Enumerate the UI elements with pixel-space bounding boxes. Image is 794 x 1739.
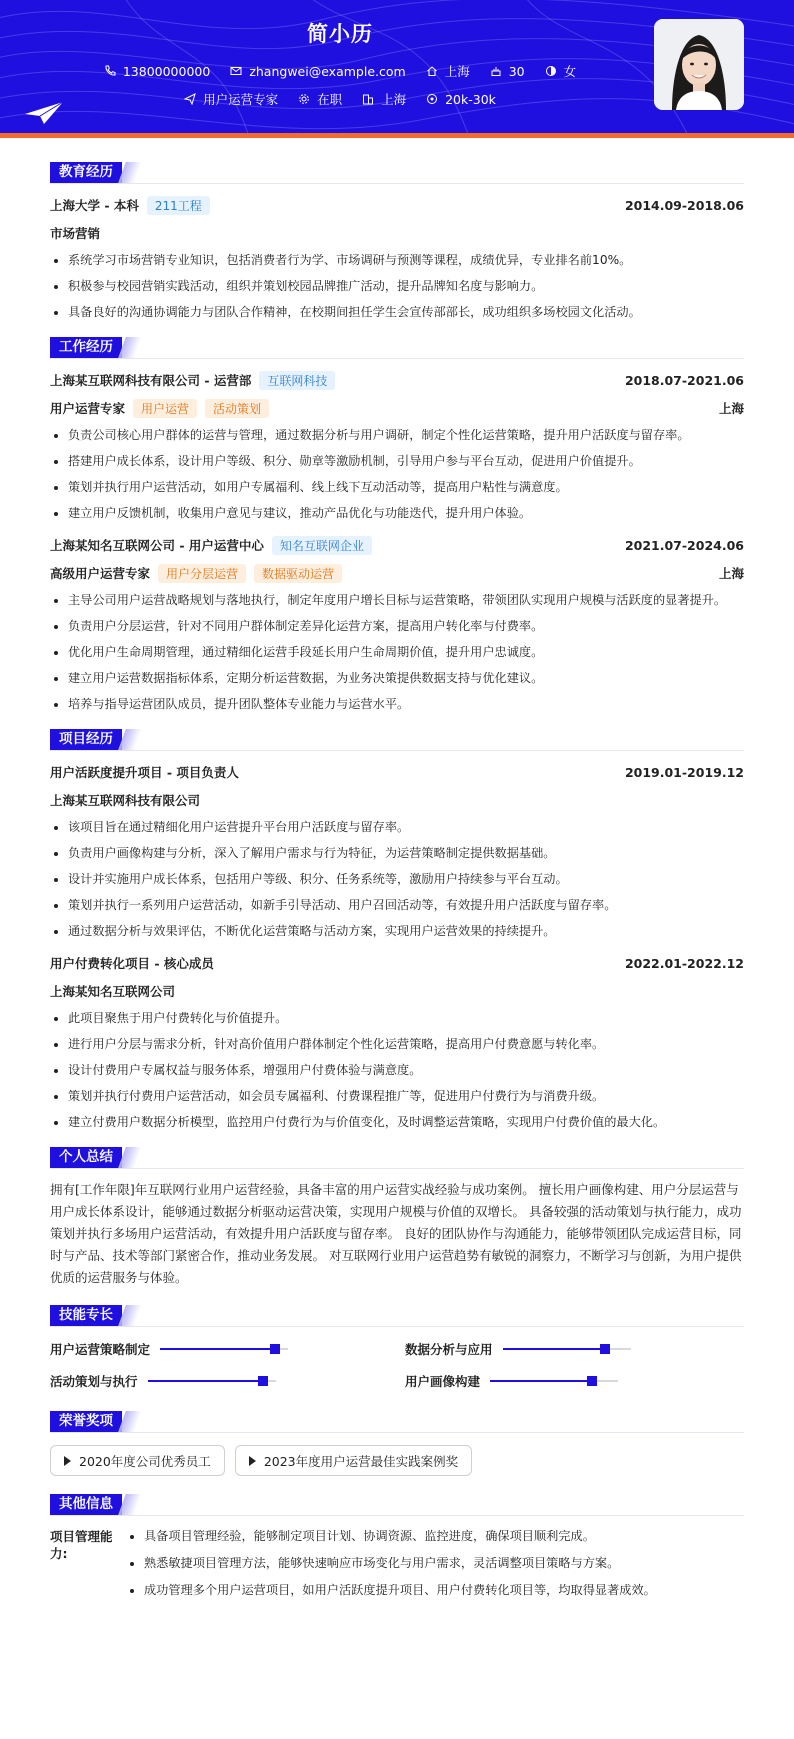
company-name: 上海某互联网科技有限公司 - 运营部 xyxy=(50,373,252,388)
skill-label: 数据分析与应用 xyxy=(405,1342,493,1357)
list-item: 此项目聚焦于用户付费转化与价值提升。 xyxy=(50,1010,744,1027)
list-item: 优化用户生命周期管理，通过精细化运营手段延长用户生命周期价值，提升用户忠诚度。 xyxy=(50,644,744,661)
skill-bar xyxy=(490,1380,618,1382)
list-item: 成功管理多个用户运营项目，如用户活跃度提升项目、用户付费转化项目等，均取得显著成效。 xyxy=(126,1582,744,1599)
building-icon xyxy=(362,93,374,105)
work-entry xyxy=(50,371,744,522)
skills-title: 技能专长 xyxy=(50,1305,122,1326)
list-item: 建立用户运营数据指标体系，定期分析运营数据，为业务决策提供数据支持与优化建议。 xyxy=(50,670,744,687)
target-city-text: 上海 xyxy=(381,92,407,107)
education-bullets xyxy=(50,252,744,321)
list-item: 系统学习市场营销专业知识，包括消费者行为学、市场调研与预测等课程，成绩优异，专业排名前10%。 xyxy=(50,252,744,269)
awards-section xyxy=(50,1409,744,1476)
industry-tag: 知名互联网企业 xyxy=(272,536,372,555)
coin-icon xyxy=(426,93,438,105)
location-text: 上海 xyxy=(444,64,470,79)
list-item: 培养与指导运营团队成员，提升团队整体专业能力与运营水平。 xyxy=(50,696,744,713)
education-section xyxy=(50,160,744,321)
work-city: 上海 xyxy=(718,566,744,581)
list-item: 设计付费用户专属权益与服务体系，增强用户付费体验与满意度。 xyxy=(50,1062,744,1079)
list-item: 策划并执行一系列用户运营活动，如新手引导活动、用户召回活动等，有效提升用户活跃度与留存率。 xyxy=(50,897,744,914)
work-title: 工作经历 xyxy=(50,337,122,358)
email-info xyxy=(230,62,405,80)
section-heading xyxy=(50,1303,744,1327)
education-period: 2014.09-2018.06 xyxy=(624,197,744,213)
project-bullets xyxy=(50,819,744,940)
triangle-icon xyxy=(249,1456,256,1466)
location-info xyxy=(426,62,470,80)
skill-fill xyxy=(148,1380,263,1382)
list-item: 建立用户反馈机制，收集用户意见与建议，推动产品优化与功能迭代，提升用户体验。 xyxy=(50,505,744,522)
status-text: 在职 xyxy=(317,92,343,107)
skill-knob xyxy=(258,1376,268,1386)
school-tag: 211工程 xyxy=(147,196,210,215)
work-bullets xyxy=(50,592,744,713)
home-icon xyxy=(426,65,438,77)
list-item: 设计并实施用户成长体系，包括用户等级、积分、任务系统等，激励用户持续参与平台互动。 xyxy=(50,871,744,888)
education-title: 教育经历 xyxy=(50,162,122,183)
other-title: 其他信息 xyxy=(50,1494,122,1515)
contact-row xyxy=(0,62,680,80)
send-icon xyxy=(184,93,196,105)
skill-label: 用户运营策略制定 xyxy=(50,1342,151,1357)
other-info xyxy=(50,1528,744,1609)
target-city-info xyxy=(362,90,406,108)
work-period: 2021.07-2024.06 xyxy=(624,537,744,553)
section-heading xyxy=(50,1492,744,1516)
mail-icon xyxy=(230,65,242,77)
list-item: 具备良好的沟通协调能力与团队合作精神，在校期间担任学生会宣传部部长，成功组织多场校园文化活动。 xyxy=(50,304,744,321)
award-label: 2023年度用户运营最佳实践案例奖 xyxy=(263,1453,459,1469)
project-period: 2022.01-2022.12 xyxy=(624,955,744,971)
skill-knob xyxy=(587,1376,597,1386)
company-name: 上海某知名互联网公司 - 用户运营中心 xyxy=(50,538,264,553)
list-item: 负责用户画像构建与分析，深入了解用户需求与行为特征，为运营策略制定提供数据基础。 xyxy=(50,845,744,862)
profile-photo xyxy=(654,19,744,110)
role-tag: 用户分层运营 xyxy=(158,564,246,583)
list-item: 搭建用户成长体系，设计用户等级、积分、勋章等激励机制，引导用户参与平台互动，促进用户价值提升。 xyxy=(50,453,744,470)
skill-item xyxy=(50,1339,405,1359)
skill-label: 活动策划与执行 xyxy=(50,1374,138,1389)
skill-bar xyxy=(160,1348,288,1350)
work-bullets xyxy=(50,427,744,522)
resume-content xyxy=(50,160,744,1623)
skill-knob xyxy=(600,1344,610,1354)
list-item: 通过数据分析与效果评估，不断优化运营策略与活动方案，实现用户运营效果的持续提升。 xyxy=(50,923,744,940)
candidate-name: 简小历 xyxy=(307,22,373,46)
skill-fill xyxy=(160,1348,275,1350)
list-item: 该项目旨在通过精细化用户运营提升平台用户活跃度与留存率。 xyxy=(50,819,744,836)
industry-tag: 互联网科技 xyxy=(259,371,335,390)
list-item: 策划并执行付费用户运营活动，如会员专属福利、付费课程推广等，促进用户付费行为与消费升级。 xyxy=(50,1088,744,1105)
role-name: 用户运营专家 xyxy=(50,401,126,416)
school-name: 上海大学 - 本科 xyxy=(50,198,139,213)
summary-section xyxy=(50,1145,744,1289)
education-entry xyxy=(50,196,744,321)
email-text: zhangwei@example.com xyxy=(249,63,406,79)
project-name: 用户活跃度提升项目 - 项目负责人 xyxy=(50,765,239,780)
other-section xyxy=(50,1492,744,1609)
paper-plane-icon xyxy=(24,100,64,126)
skill-fill xyxy=(490,1380,592,1382)
project-period: 2019.01-2019.12 xyxy=(624,764,744,780)
skill-bar xyxy=(503,1348,631,1350)
section-heading xyxy=(50,1409,744,1433)
section-heading xyxy=(50,727,744,751)
gender-icon xyxy=(545,65,557,77)
gender-text: 女 xyxy=(563,64,577,79)
age-text: 30 xyxy=(508,63,525,79)
other-bullets xyxy=(126,1528,744,1609)
award-item xyxy=(235,1445,472,1476)
section-heading xyxy=(50,1145,744,1169)
skill-label: 用户画像构建 xyxy=(405,1374,481,1389)
role-tag: 用户运营 xyxy=(133,399,197,418)
gear-icon xyxy=(298,93,310,105)
list-item: 负责用户分层运营，针对不同用户群体制定差异化运营方案，提高用户转化率与付费率。 xyxy=(50,618,744,635)
skill-bar xyxy=(148,1380,276,1382)
role-name: 高级用户运营专家 xyxy=(50,566,151,581)
project-entry xyxy=(50,763,744,940)
list-item: 负责公司核心用户群体的运营与管理，通过数据分析与用户调研，制定个性化运营策略，提升用户活跃度与留存率。 xyxy=(50,427,744,444)
section-heading xyxy=(50,160,744,184)
role-tag: 活动策划 xyxy=(205,399,269,418)
job-title-info xyxy=(184,90,278,108)
avatar xyxy=(654,19,744,110)
phone-text: 13800000000 xyxy=(122,63,211,79)
projects-section xyxy=(50,727,744,1131)
project-entry xyxy=(50,954,744,1131)
job-row xyxy=(0,90,680,108)
skills-section xyxy=(50,1303,744,1391)
list-item: 主导公司用户运营战略规划与落地执行，制定年度用户增长目标与运营策略，带领团队实现用户规模与活跃度的显著提升。 xyxy=(50,592,744,609)
list-item: 进行用户分层与需求分析，针对高价值用户群体制定个性化运营策略，提高用户付费意愿与转化率。 xyxy=(50,1036,744,1053)
summary-text: 拥有[工作年限]年互联网行业用户运营经验，具备丰富的用户运营实战经验与成功案例。 擅长用户画像构建、用户分层运营与用户成长体系设计，能够通过数据分析驱动运营决策，实现用户规模与价值的双增长。 具备较强的活动策划与执行能力，成功策划并执行多场用户运营活动，有效提升用户活跃度与留存率。 良好的团队协作与沟通能力，能够带领团队完成运营目标，同时与产品、技术等部门紧密合作，推动业务发展。 对互联网行业用户运营趋势有敏锐的洞察力，不断学习与创新，为用户提供优质的运营服务与体验。 xyxy=(50,1182,742,1285)
major-name: 市场营销 xyxy=(50,226,101,241)
awards-list xyxy=(50,1445,744,1476)
awards-title: 荣誉奖项 xyxy=(50,1411,122,1432)
gender-info xyxy=(545,62,577,80)
skill-knob xyxy=(270,1344,280,1354)
phone-info xyxy=(104,62,210,80)
award-item xyxy=(50,1445,225,1476)
skill-item xyxy=(405,1339,744,1359)
role-tag: 数据驱动运营 xyxy=(254,564,342,583)
summary-title: 个人总结 xyxy=(50,1147,122,1168)
list-item: 具备项目管理经验，能够制定项目计划、协调资源、监控进度，确保项目顺利完成。 xyxy=(126,1528,744,1545)
phone-icon xyxy=(104,65,116,77)
work-section xyxy=(50,335,744,713)
project-company: 上海某知名互联网公司 xyxy=(50,984,176,999)
work-city: 上海 xyxy=(718,401,744,416)
skills-grid xyxy=(50,1339,744,1391)
job-title-text: 用户运营专家 xyxy=(203,92,279,107)
other-label: 项目管理能力: xyxy=(50,1529,113,1561)
project-name: 用户付费转化项目 - 核心成员 xyxy=(50,956,214,971)
work-period: 2018.07-2021.06 xyxy=(624,372,744,388)
award-label: 2020年度公司优秀员工 xyxy=(79,1453,211,1469)
skill-item xyxy=(50,1371,405,1391)
section-heading xyxy=(50,335,744,359)
projects-title: 项目经历 xyxy=(50,729,122,750)
cake-icon xyxy=(490,65,502,77)
salary-info xyxy=(426,90,496,108)
age-info xyxy=(490,62,525,80)
list-item: 积极参与校园营销实践活动，组织并策划校园品牌推广活动，提升品牌知名度与影响力。 xyxy=(50,278,744,295)
project-company: 上海某互联网科技有限公司 xyxy=(50,793,201,808)
project-bullets xyxy=(50,1010,744,1131)
list-item: 策划并执行用户运营活动，如用户专属福利、线上线下互动活动等，提高用户粘性与满意度。 xyxy=(50,479,744,496)
status-info xyxy=(298,90,342,108)
work-entry xyxy=(50,536,744,713)
skill-item xyxy=(405,1371,744,1391)
salary-text: 20k-30k xyxy=(445,91,496,107)
triangle-icon xyxy=(64,1456,71,1466)
list-item: 熟悉敏捷项目管理方法，能够快速响应市场变化与用户需求，灵活调整项目策略与方案。 xyxy=(126,1555,744,1572)
list-item: 建立付费用户数据分析模型，监控用户付费行为与价值变化，及时调整运营策略，实现用户付费价值的最大化。 xyxy=(50,1114,744,1131)
skill-fill xyxy=(503,1348,605,1350)
